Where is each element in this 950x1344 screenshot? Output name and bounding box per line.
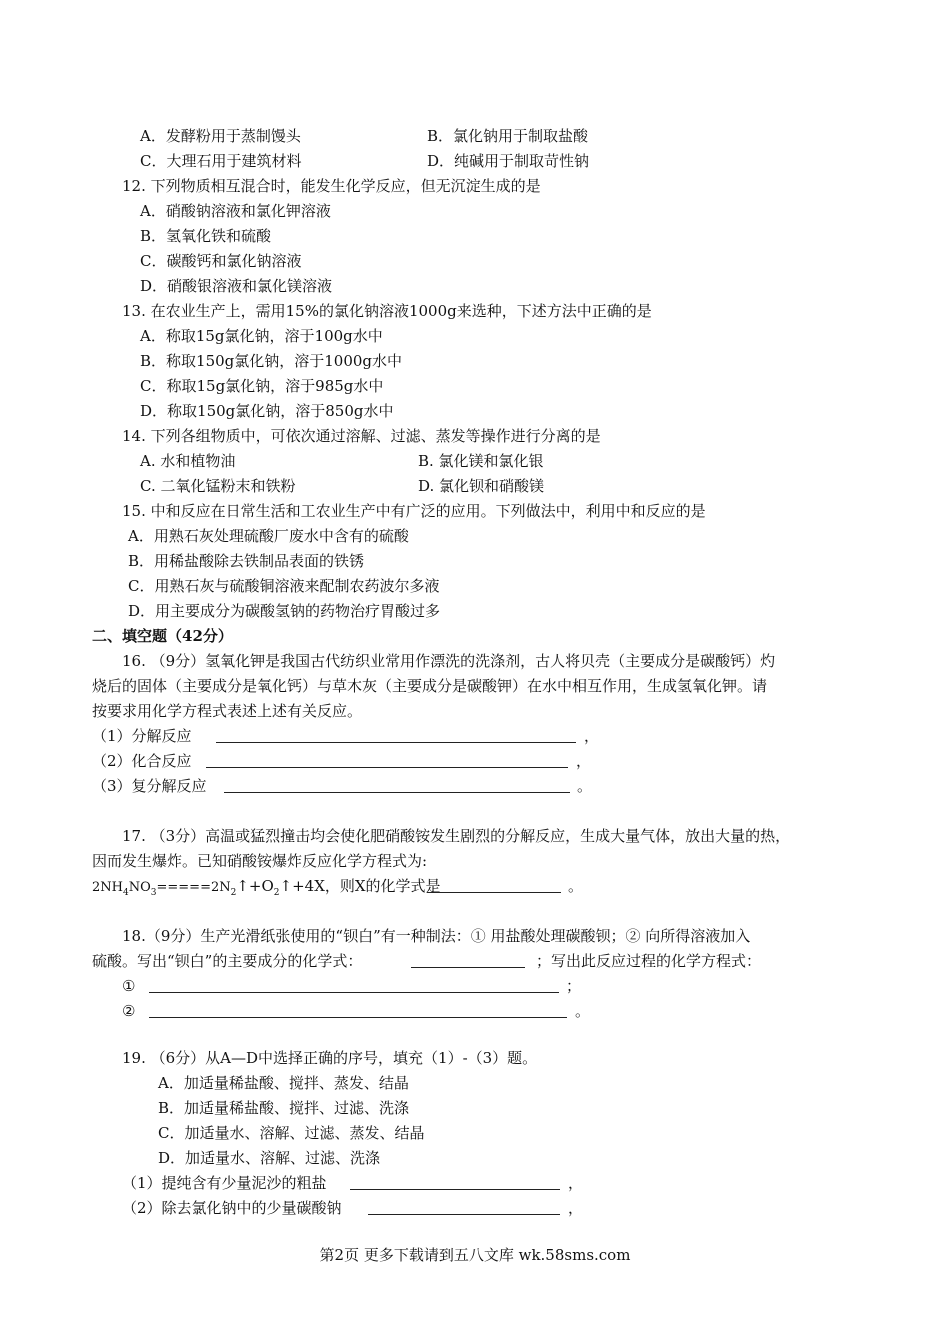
q19-sub2: （2）除去氯化钠中的少量碳酸钠 [122, 1199, 342, 1217]
q11-option-d: D．纯碱用于制取苛性钠 [427, 152, 590, 170]
eq-subscript: 2 [273, 888, 280, 898]
q18-line2a: 硫酸。写出“钡白”的主要成分的化学式： [92, 952, 363, 970]
q19-option-c: C．加适量水、溶解、过滤、蒸发、结晶 [158, 1124, 425, 1142]
q15-option-b: B．用稀盐酸除去铁制品表面的铁锈 [128, 552, 365, 570]
q15-option-d: D．用主要成分为碳酸氢钠的药物治疗胃酸过多 [128, 602, 441, 620]
q16-line3: 按要求用化学方程式表述上述有关反应。 [92, 702, 363, 720]
q13-option-c: C．称取15g氯化钠，溶于985g水中 [140, 377, 384, 395]
answer-blank[interactable] [411, 953, 525, 968]
eq-part: ↑+O [236, 877, 274, 895]
q16-sub2-label: （2）化合反应 [92, 752, 192, 770]
q18-line1: 18.（9分）生产光滑纸张使用的“钡白”有一种制法：① 用盐酸处理碳酸钡；② 向所得溶液加入 [122, 927, 751, 945]
q16-sub1 [92, 726, 192, 746]
answer-blank[interactable] [368, 1200, 560, 1215]
eq-part: NO [128, 880, 151, 895]
circle-marker: ② [122, 1002, 136, 1020]
punctuation: ， [568, 1199, 584, 1217]
eq-subscript: 2 [230, 888, 237, 898]
q13-option-a: A．称取15g氯化钠，溶于100g水中 [140, 327, 383, 345]
q13-stem: 13. 在农业生产上，需用15%的氯化钠溶液1000g来选种，下述方法中正确的是 [122, 302, 652, 320]
q16-sub1-label: （1）分解反应 [92, 727, 192, 745]
q14-option-c: C. 二氧化锰粉末和铁粉 [140, 477, 296, 495]
q11-option-c: C．大理石用于建筑材料 [140, 152, 302, 170]
q15-option-c: C．用熟石灰与硫酸铜溶液来配制农药波尔多液 [128, 577, 440, 595]
q11-option-b: B．氯化钠用于制取盐酸 [427, 127, 589, 145]
q12-stem: 12. 下列物质相互混合时，能发生化学反应，但无沉淀生成的是 [122, 177, 541, 195]
q16-sub2 [92, 751, 192, 771]
punctuation: ， [576, 752, 592, 770]
q13-option-b: B．称取150g氯化钠，溶于1000g水中 [140, 352, 403, 370]
punctuation: 。 [575, 1002, 591, 1020]
eq-part: 2NH [92, 880, 123, 895]
q16-sub3 [92, 776, 207, 796]
punctuation: 。 [577, 777, 593, 795]
q17-line1: 17. （3分）高温或猛烈撞击均会使化肥硝酸铵发生剧烈的分解反应，生成大量气体，放出大量的热， [122, 827, 791, 845]
q12-option-b: B．氢氧化铁和硫酸 [140, 227, 272, 245]
q16-sub3-label: （3）复分解反应 [92, 777, 207, 795]
q19-option-d: D．加适量水、溶解、过滤、洗涤 [158, 1149, 381, 1167]
q16-line2: 烧后的固体（主要成分是氧化钙）与草木灰（主要成分是碳酸钾）在水中相互作用，生成氢氧化钾。请 [92, 677, 768, 695]
answer-blank[interactable] [350, 1175, 560, 1190]
q15-stem: 15. 中和反应在日常生活和工农业生产中有广泛的应用。下列做法中，利用中和反应的是 [122, 502, 706, 520]
q19-sub1: （1）提纯含有少量泥沙的粗盐 [122, 1174, 327, 1192]
section-title: 二、填空题（42分） [92, 627, 233, 645]
q16-line1: 16. （9分）氢氧化钾是我国古代纺织业常用作漂洗的洗涤剂，古人将贝壳（主要成分是碳酸钙）灼 [122, 652, 776, 670]
answer-blank[interactable] [149, 978, 559, 993]
answer-blank[interactable] [224, 778, 570, 793]
answer-blank[interactable] [149, 1003, 567, 1018]
q14-option-a: A. 水和植物油 [140, 452, 236, 470]
punctuation: ； [566, 977, 582, 995]
q19-option-a: A．加适量稀盐酸、搅拌、蒸发、结晶 [158, 1074, 409, 1092]
q19-option-b: B．加适量稀盐酸、搅拌、过滤、洗涤 [158, 1099, 410, 1117]
punctuation: ， [584, 727, 600, 745]
q18-line2b: ；写出此反应过程的化学方程式： [536, 952, 762, 970]
punctuation: 。 [568, 877, 584, 895]
q17-line2: 因而发生爆炸。已知硝酸铵爆炸反应化学方程式为: [92, 852, 428, 870]
q12-option-c: C．碳酸钙和氯化钠溶液 [140, 252, 302, 270]
eq-part: ↑+4X，则X的化学式是 [279, 877, 441, 895]
q14-stem: 14. 下列各组物质中，可依次通过溶解、过滤、蒸发等操作进行分离的是 [122, 427, 601, 445]
circle-marker: ① [122, 977, 136, 995]
page-footer: 第2页 更多下载请到五八文库 wk.58sms.com [319, 1246, 631, 1264]
q17-equation [92, 876, 441, 903]
answer-blank[interactable] [206, 753, 568, 768]
q19-stem: 19. （6分）从A—D中选择正确的序号，填充（1）-（3）题。 [122, 1049, 538, 1067]
q11-option-a: A．发酵粉用于蒸制馒头 [140, 127, 301, 145]
punctuation: ， [568, 1174, 584, 1192]
q14-option-d: D. 氯化钡和硝酸镁 [418, 477, 545, 495]
answer-blank[interactable] [216, 728, 576, 743]
eq-part: =====2N [156, 880, 231, 895]
q12-option-d: D．硝酸银溶液和氯化镁溶液 [140, 277, 333, 295]
eq-subscript: 4 [122, 888, 129, 898]
q13-option-d: D．称取150g氯化钠，溶于850g水中 [140, 402, 394, 420]
answer-blank[interactable] [427, 878, 561, 893]
q12-option-a: A．硝酸钠溶液和氯化钾溶液 [140, 202, 331, 220]
q15-option-a: A．用熟石灰处理硫酸厂废水中含有的硫酸 [128, 527, 409, 545]
q14-option-b: B. 氯化镁和氯化银 [418, 452, 544, 470]
eq-subscript: 3 [150, 888, 157, 898]
